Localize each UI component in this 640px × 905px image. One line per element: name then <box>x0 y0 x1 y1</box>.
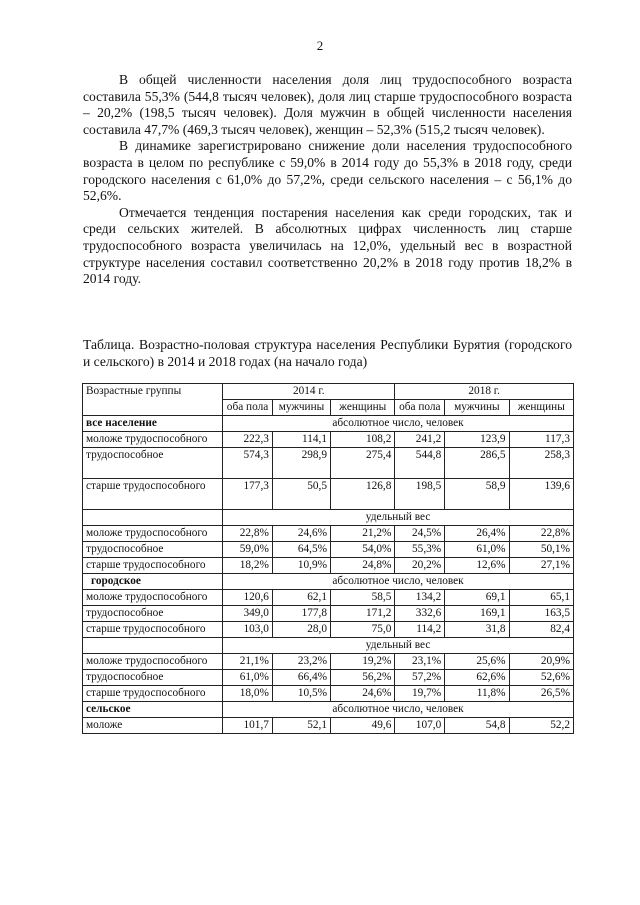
section-row <box>83 510 574 526</box>
cell-value: 61,0% <box>223 670 273 686</box>
cell-value: 50,5 <box>272 479 330 510</box>
year-2018-header: 2018 г. <box>395 384 574 400</box>
cell-value: 241,2 <box>395 432 445 448</box>
cell-value: 169,1 <box>445 606 509 622</box>
table-row <box>83 590 574 606</box>
men-header: мужчины <box>445 400 509 416</box>
cell-value: 69,1 <box>445 590 509 606</box>
cell-value: 57,2% <box>395 670 445 686</box>
cell-value: 26,4% <box>445 526 509 542</box>
table-row <box>83 670 574 686</box>
table-row <box>83 448 574 479</box>
men-header: мужчины <box>272 400 330 416</box>
table-row <box>83 558 574 574</box>
header-row <box>83 384 574 400</box>
cell-value: 58,9 <box>445 479 509 510</box>
table-row <box>83 622 574 638</box>
cell-value: 25,6% <box>445 654 509 670</box>
cell-value: 18,2% <box>223 558 273 574</box>
row-label: старше трудоспособного <box>83 558 223 574</box>
cell-value: 31,8 <box>445 622 509 638</box>
cell-value: 23,2% <box>272 654 330 670</box>
cell-value: 139,6 <box>509 479 573 510</box>
women-header: женщины <box>331 400 395 416</box>
cell-value: 64,5% <box>272 542 330 558</box>
cell-value: 21,1% <box>223 654 273 670</box>
cell-value: 275,4 <box>331 448 395 479</box>
section-measure: абсолютное число, человек <box>223 702 574 718</box>
cell-value: 26,5% <box>509 686 573 702</box>
cell-value: 52,6% <box>509 670 573 686</box>
section-label: сельское <box>83 702 223 718</box>
cell-value: 103,0 <box>223 622 273 638</box>
table-row <box>83 606 574 622</box>
cell-value: 28,0 <box>272 622 330 638</box>
cell-value: 24,6% <box>272 526 330 542</box>
section-label <box>83 638 223 654</box>
cell-value: 23,1% <box>395 654 445 670</box>
both-sexes-header: оба пола <box>223 400 273 416</box>
section-label <box>83 510 223 526</box>
cell-value: 21,2% <box>331 526 395 542</box>
cell-value: 49,6 <box>331 718 395 734</box>
cell-value: 59,0% <box>223 542 273 558</box>
section-label: городское <box>83 574 223 590</box>
body-text <box>83 72 572 288</box>
cell-value: 54,0% <box>331 542 395 558</box>
row-label: трудоспособное <box>83 448 223 479</box>
cell-value: 65,1 <box>509 590 573 606</box>
cell-value: 12,6% <box>445 558 509 574</box>
both-sexes-header: оба пола <box>395 400 445 416</box>
cell-value: 66,4% <box>272 670 330 686</box>
cell-value: 19,2% <box>331 654 395 670</box>
section-measure: абсолютное число, человек <box>223 574 574 590</box>
women-header: женщины <box>509 400 573 416</box>
cell-value: 574,3 <box>223 448 273 479</box>
cell-value: 114,2 <box>395 622 445 638</box>
cell-value: 24,6% <box>331 686 395 702</box>
cell-value: 24,8% <box>331 558 395 574</box>
table-row <box>83 542 574 558</box>
cell-value: 101,7 <box>223 718 273 734</box>
cell-value: 544,8 <box>395 448 445 479</box>
table-body <box>83 384 574 734</box>
age-groups-header: Возрастные группы <box>83 384 223 416</box>
cell-value: 332,6 <box>395 606 445 622</box>
cell-value: 58,5 <box>331 590 395 606</box>
row-label: трудоспособное <box>83 670 223 686</box>
row-label: старше трудоспособного <box>83 622 223 638</box>
cell-value: 298,9 <box>272 448 330 479</box>
cell-value: 56,2% <box>331 670 395 686</box>
cell-value: 20,2% <box>395 558 445 574</box>
cell-value: 50,1% <box>509 542 573 558</box>
cell-value: 24,5% <box>395 526 445 542</box>
table-row <box>83 654 574 670</box>
cell-value: 22,8% <box>223 526 273 542</box>
cell-value: 55,3% <box>395 542 445 558</box>
age-sex-structure-table <box>82 383 574 734</box>
table-row <box>83 432 574 448</box>
cell-value: 286,5 <box>445 448 509 479</box>
cell-value: 134,2 <box>395 590 445 606</box>
section-measure: абсолютное число, человек <box>223 416 574 432</box>
cell-value: 61,0% <box>445 542 509 558</box>
cell-value: 27,1% <box>509 558 573 574</box>
cell-value: 62,1 <box>272 590 330 606</box>
cell-value: 19,7% <box>395 686 445 702</box>
cell-value: 20,9% <box>509 654 573 670</box>
cell-value: 123,9 <box>445 432 509 448</box>
cell-value: 10,5% <box>272 686 330 702</box>
cell-value: 114,1 <box>272 432 330 448</box>
section-row <box>83 638 574 654</box>
section-measure: удельный вес <box>223 510 574 526</box>
table-row <box>83 526 574 542</box>
section-row <box>83 702 574 718</box>
cell-value: 52,1 <box>272 718 330 734</box>
row-label: трудоспособное <box>83 606 223 622</box>
section-label: все население <box>83 416 223 432</box>
page-number: 2 <box>316 38 324 53</box>
cell-value: 177,8 <box>272 606 330 622</box>
cell-value: 18,0% <box>223 686 273 702</box>
cell-value: 222,3 <box>223 432 273 448</box>
cell-value: 108,2 <box>331 432 395 448</box>
table-row <box>83 479 574 510</box>
cell-value: 177,3 <box>223 479 273 510</box>
row-label: трудоспособное <box>83 542 223 558</box>
paragraph: В динамике зарегистрировано снижение доли населения трудоспособного возраста в целом по республике с 59,0% в 2014 году до 55,3% в 2018 году, среди городского населения с 61,0% до 57,2%, среди сельского населения – с 56,1% до 52,6%. <box>83 138 572 204</box>
cell-value: 349,0 <box>223 606 273 622</box>
cell-value: 75,0 <box>331 622 395 638</box>
cell-value: 10,9% <box>272 558 330 574</box>
cell-value: 22,8% <box>509 526 573 542</box>
cell-value: 54,8 <box>445 718 509 734</box>
paragraph: Отмечается тенденция постарения населения как среди городских, так и среди сельских жителей. В абсолютных цифрах численность лиц старше трудоспособного возраста увеличилась на 12,0%, удельный вес в возрастной структуре населения составил соответственно 20,2% в 2018 году против 18,2% в 2014 году. <box>83 204 572 287</box>
cell-value: 171,2 <box>331 606 395 622</box>
section-row <box>83 574 574 590</box>
table-caption: Таблица. Возрастно-половая структура населения Республики Бурятия (городского и сельского) в 2014 и 2018 годах (на начало года) <box>83 337 572 369</box>
cell-value: 163,5 <box>509 606 573 622</box>
row-label: моложе трудоспособного <box>83 654 223 670</box>
cell-value: 52,2 <box>509 718 573 734</box>
row-label: моложе трудоспособного <box>83 590 223 606</box>
row-label: старше трудоспособного <box>83 479 223 510</box>
cell-value: 198,5 <box>395 479 445 510</box>
cell-value: 126,8 <box>331 479 395 510</box>
section-measure: удельный вес <box>223 638 574 654</box>
table-row <box>83 718 574 734</box>
cell-value: 120,6 <box>223 590 273 606</box>
year-2014-header: 2014 г. <box>223 384 395 400</box>
cell-value: 107,0 <box>395 718 445 734</box>
cell-value: 62,6% <box>445 670 509 686</box>
cell-value: 258,3 <box>509 448 573 479</box>
section-row <box>83 416 574 432</box>
row-label: моложе трудоспособного <box>83 432 223 448</box>
row-label: старше трудоспособного <box>83 686 223 702</box>
cell-value: 117,3 <box>509 432 573 448</box>
paragraph: В общей численности населения доля лиц трудоспособного возраста составила 55,3% (544,8 тысяч человек), доля лиц старше трудоспособного возраста – 20,2% (198,5 тысяч человек). Доля мужчин в общей численности населения составила 47,7% (469,3 тысяч человек), женщин – 52,3% (515,2 тысяч человек). <box>83 72 572 137</box>
cell-value: 11,8% <box>445 686 509 702</box>
row-label: моложе <box>83 718 223 734</box>
row-label: моложе трудоспособного <box>83 526 223 542</box>
table-row <box>83 686 574 702</box>
cell-value: 82,4 <box>509 622 573 638</box>
